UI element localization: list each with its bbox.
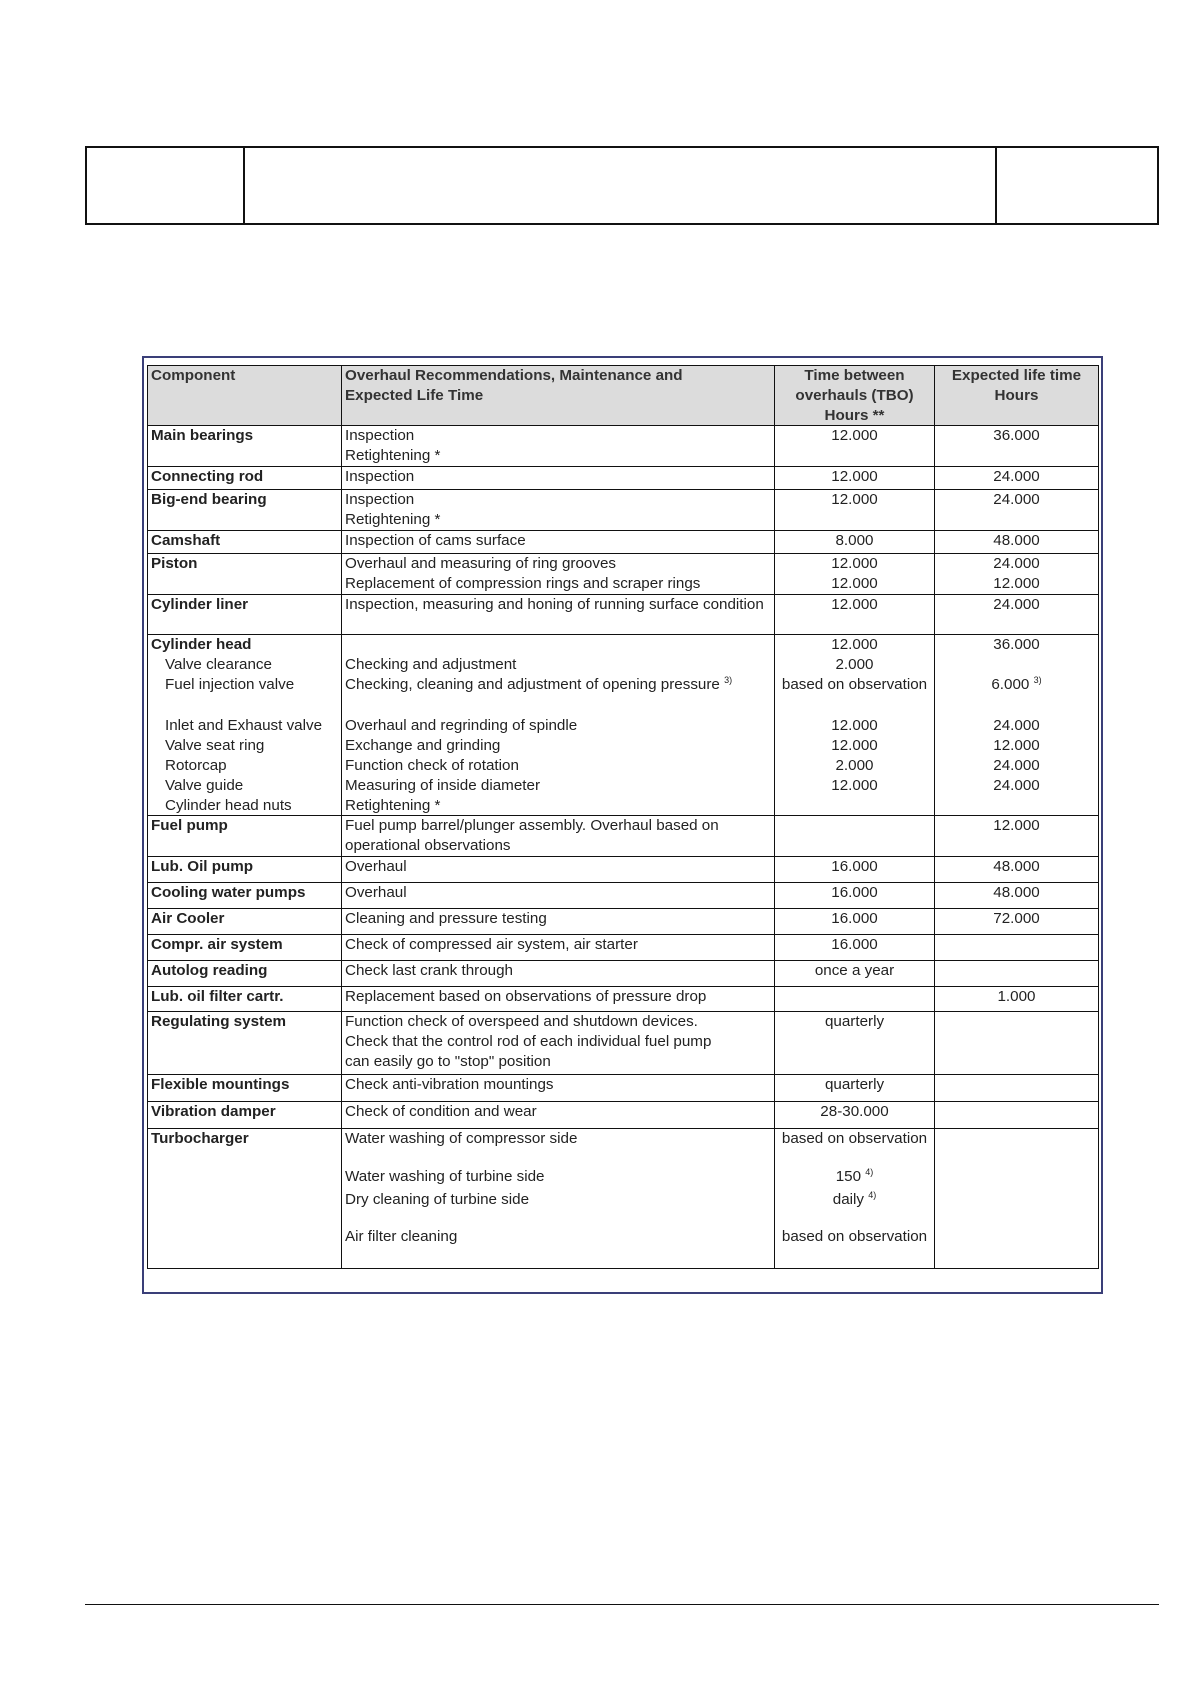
header-life: Expected life time Hours (935, 366, 1099, 426)
task-cell: Overhaul and measuring of ring grooves Replacement of compression rings and scraper rings (342, 553, 775, 594)
task-cell: Check of condition and wear (342, 1101, 775, 1128)
tbo-cell (775, 986, 935, 1011)
table-row (148, 986, 1099, 1011)
life-cell: 36.000 (935, 426, 1099, 467)
table-row (148, 1011, 1099, 1074)
tbo-cell: 16.000 (775, 882, 935, 908)
header-component: Component (148, 366, 342, 426)
component-cell: Big-end bearing (148, 489, 342, 530)
life-cell: 48.000 (935, 856, 1099, 882)
tbo-cell: based on observation 150 $^{4)}$ daily $^{4)}$ based on observation (775, 1128, 935, 1268)
component-cell: Fuel pump (148, 816, 342, 857)
task-cell: Check of compressed air system, air starter (342, 934, 775, 960)
task-cell: Inspection Retightening * (342, 489, 775, 530)
table-row (148, 816, 1099, 857)
life-cell: 48.000 (935, 882, 1099, 908)
life-cell (935, 1128, 1099, 1268)
table-row (148, 882, 1099, 908)
life-cell (935, 934, 1099, 960)
table-row (148, 960, 1099, 986)
life-cell: 72.000 (935, 908, 1099, 934)
life-cell (935, 1101, 1099, 1128)
tbo-cell: 12.000 (775, 466, 935, 489)
component-cell: Main bearings (148, 426, 342, 467)
table-row (148, 489, 1099, 530)
task-cell: Inspection of cams surface (342, 530, 775, 553)
tbo-cell: 12.000 (775, 594, 935, 634)
task-cell: Overhaul (342, 882, 775, 908)
task-cell: Check anti-vibration mountings (342, 1074, 775, 1101)
header-recommendation: Overhaul Recommendations, Maintenance and Expected Life Time (342, 366, 775, 426)
component-cell: Cooling water pumps (148, 882, 342, 908)
life-cell: 48.000 (935, 530, 1099, 553)
table-header-row (148, 366, 1099, 426)
task-cell: Checking and adjustment Checking, cleaning and adjustment of opening pressure $^{3)}$ Overhaul and regrinding of spindle Exchange and grinding Function check of rotation Measuring of inside diameter Retightening * (342, 634, 775, 815)
tbo-cell: once a year (775, 960, 935, 986)
table-row (148, 634, 1099, 815)
task-cell: Inspection Retightening * (342, 426, 775, 467)
task-cell: Check last crank through (342, 960, 775, 986)
tbo-cell (775, 816, 935, 857)
life-cell: 36.000 6.000 $^{3)}$ 24.000 12.000 24.000 24.000 (935, 634, 1099, 815)
table-row (148, 466, 1099, 489)
component-cell: Regulating system (148, 1011, 342, 1074)
tbo-cell: 8.000 (775, 530, 935, 553)
header-title-cell (245, 148, 997, 223)
header-page-cell (997, 148, 1157, 223)
life-cell (935, 960, 1099, 986)
task-cell: Function check of overspeed and shutdown devices. Check that the control rod of each individual fuel pump can easily go to "stop" position (342, 1011, 775, 1074)
component-cell: Compr. air system (148, 934, 342, 960)
life-cell: 24.000 (935, 466, 1099, 489)
tbo-cell: 16.000 (775, 934, 935, 960)
component-cell: Piston (148, 553, 342, 594)
task-cell: Inspection, measuring and honing of running surface condition (342, 594, 775, 634)
task-cell: Inspection (342, 466, 775, 489)
life-cell: 24.000 (935, 489, 1099, 530)
tbo-cell: 16.000 (775, 908, 935, 934)
component-cell: Lub. oil filter cartr. (148, 986, 342, 1011)
table-row (148, 1074, 1099, 1101)
component-cell: Air Cooler (148, 908, 342, 934)
component-cell: Cylinder liner (148, 594, 342, 634)
header-tbo: Time between overhauls (TBO) Hours ** (775, 366, 935, 426)
footer-divider (85, 1604, 1159, 1605)
tbo-cell: quarterly (775, 1074, 935, 1101)
table-row (148, 426, 1099, 467)
tbo-cell: 28-30.000 (775, 1101, 935, 1128)
life-cell (935, 1074, 1099, 1101)
tbo-cell: 12.000 (775, 489, 935, 530)
life-cell: 1.000 (935, 986, 1099, 1011)
task-cell: Overhaul (342, 856, 775, 882)
tbo-cell: quarterly (775, 1011, 935, 1074)
life-cell: 24.000 12.000 (935, 553, 1099, 594)
task-cell: Fuel pump barrel/plunger assembly. Overhaul based on operational observations (342, 816, 775, 857)
tbo-cell: 12.000 12.000 (775, 553, 935, 594)
maintenance-table (147, 365, 1099, 1269)
table-row (148, 1128, 1099, 1268)
life-cell: 12.000 (935, 816, 1099, 857)
component-cell: Vibration damper (148, 1101, 342, 1128)
table-row (148, 553, 1099, 594)
life-cell: 24.000 (935, 594, 1099, 634)
component-cell: Autolog reading (148, 960, 342, 986)
tbo-cell: 12.000 2.000 based on observation 12.000 12.000 2.000 12.000 (775, 634, 935, 815)
component-cell: Camshaft (148, 530, 342, 553)
tbo-cell: 12.000 (775, 426, 935, 467)
task-cell: Replacement based on observations of pressure drop (342, 986, 775, 1011)
life-cell (935, 1011, 1099, 1074)
table-row (148, 594, 1099, 634)
component-cell: Turbocharger (148, 1128, 342, 1268)
component-cell: Connecting rod (148, 466, 342, 489)
component-cell: Lub. Oil pump (148, 856, 342, 882)
task-cell: Water washing of compressor side Water washing of turbine side Dry cleaning of turbine side Air filter cleaning (342, 1128, 775, 1268)
table-row (148, 1101, 1099, 1128)
task-cell: Cleaning and pressure testing (342, 908, 775, 934)
table-row (148, 934, 1099, 960)
table-row (148, 530, 1099, 553)
header-logo-cell (87, 148, 245, 223)
component-cell: Flexible mountings (148, 1074, 342, 1101)
component-cell: Cylinder head Valve clearance Fuel injection valve Inlet and Exhaust valve Valve seat ring Rotorcap Valve guide Cylinder head nuts (148, 634, 342, 815)
tbo-cell: 16.000 (775, 856, 935, 882)
page-header-frame (85, 146, 1159, 225)
table-row (148, 908, 1099, 934)
table-row (148, 856, 1099, 882)
